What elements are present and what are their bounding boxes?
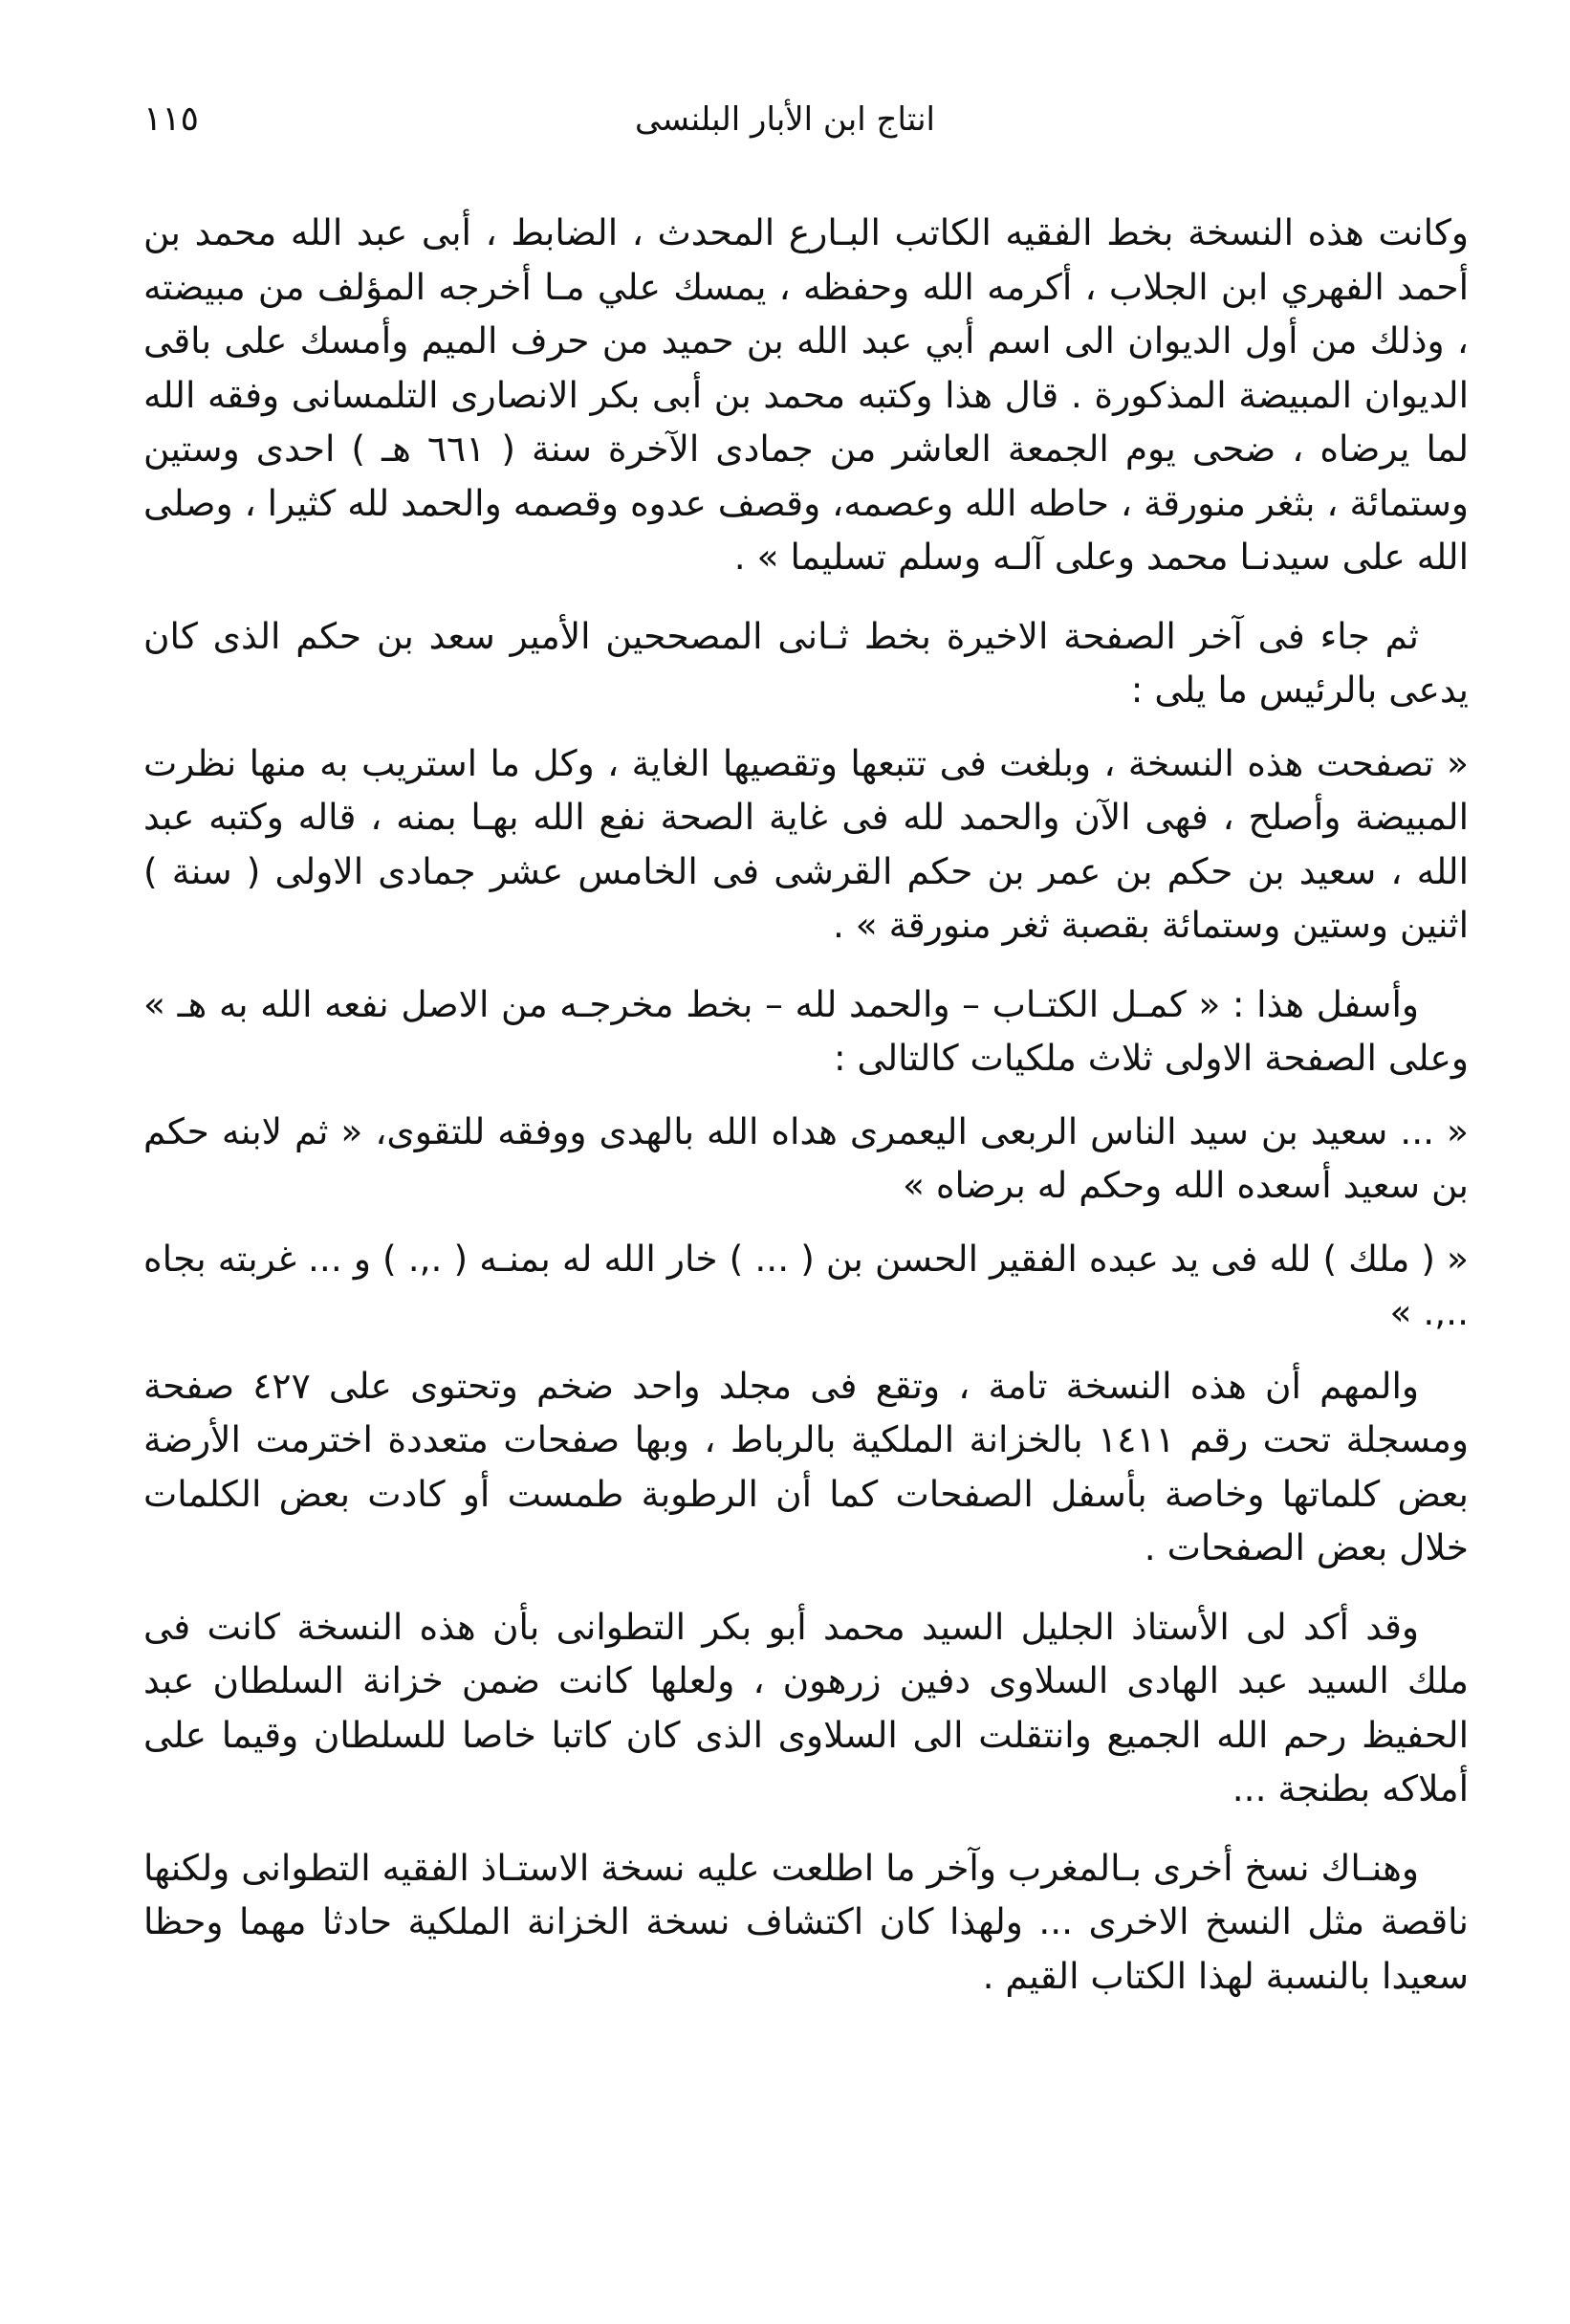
- paragraph-quoted-note: « تصفحت هذه النسخة ، وبلغت فى تتبعها وتقصيها الغاية ، وكل ما استريب به منها نظرت المبيضة وأصلح ، فهى الآن والحمد لله فى غاية الصحة نفع الله بهـا بمنه ، قاله وكتبه عبد الله ، سعيد بن حكم بن عمر بن حكم القرشى فى الخامس عشر جمادى الاولى ( سنة ) اثنين وستين وستمائة بقصبة ثغر منورقة » .: [143, 741, 1469, 946]
- paragraph-manuscript-provenance: وقد أكد لى الأستاذ الجليل السيد محمد أبو بكر التطوانى بأن هذه النسخة كانت فى ملك السيد عبد الهادى السلاوى دفين زرهون ، ولعلها كانت ضمن خزانة السلطان عبد الحفيظ رحم الله الجميع وانتقلت الى السلاوى الذى كان كاتبا خاصا للسلطان وقيما على أملاكه بطنجة ...: [143, 1605, 1469, 1809]
- paragraph-ownership-mark-1: « ... سعيد بن سيد الناس الربعى اليعمرى هداه الله بالهدى ووفقه للتقوى، « ثم لابنه حكم بن سعيد أسعده الله وحكم له برضاه »: [143, 1109, 1469, 1206]
- body-text: [143, 206, 1469, 2028]
- paragraph-ownership-intro: وأسفل هذا : « كمـل الكتـاب – والحمد لله – بخط مخرجـه من الاصل نفعه الله به هـ » وعلى الصفحة الاولى ثلاث ملكيات كالتالى :: [143, 982, 1469, 1079]
- page-number: ١١٥: [143, 99, 200, 139]
- paragraph-manuscript-description: والمهم أن هذه النسخة تامة ، وتقع فى مجلد واحد ضخم وتحتوى على ٤٢٧ صفحة ومسجلة تحت رقم ١٤١١ بالخزانة الملكية بالرباط ، وبها صفحات متعددة اخترمت الأرضة بعض كلماتها وخاصة بأسفل الصفحات كما أن الرطوبة طمست أو كادت بعض الكلمات خلال بعض الصفحات .: [143, 1364, 1469, 1568]
- paragraph-other-copies: وهنـاك نسخ أخرى بـالمغرب وآخر ما اطلعت عليه نسخة الاستـاذ الفقيه التطوانى ولكنها ناقصة مثل النسخ الاخرى ... ولهذا كان اكتشاف نسخة الخزانة الملكية حادثا مهما وحظا سعيدا بالنسبة لهذا الكتاب القيم .: [143, 1846, 1469, 1997]
- running-title: انتاج ابن الأبار البلنسى: [634, 100, 936, 139]
- paragraph-colophon-copyist: وكانت هذه النسخة بخط الفقيه الكاتب البـارع المحدث ، الضابط ، أبى عبد الله محمد بن أحمد الفهري ابن الجلاب ، أكرمه الله وحفظه ، يمسك علي مـا أخرجه المؤلف من مبيضته ، وذلك من أول الديوان الى اسم أبي عبد الله بن حميد من حرف الميم وأمسك على باقى الديوان المبيضة المذكورة . قال هذا وكتبه محمد بن أبى بكر الانصارى التلمسانى وفقه الله لما يرضاه ، ضحى يوم الجمعة العاشر من جمادى الآخرة سنة ( ٦٦١ هـ ) احدى وستين وستمائة ، بثغر منورقة ، حاطه الله وعصمه، وقصف عدوه وقصمه والحمد لله كثيرا ، وصلى الله على سيدنـا محمد وعلى آلـه وسلم تسليما » .: [143, 211, 1470, 578]
- paragraph-ownership-mark-2: « ( ملك ) لله فى يد عبده الفقير الحسن بن ( ... ) خار الله له بمنـه ( .,. ) و ... غربته بجاه ..,. »: [143, 1237, 1469, 1333]
- page-header: [143, 91, 1427, 148]
- paragraph-second-corrector: ثم جاء فى آخر الصفحة الاخيرة بخط ثـانى المصححين الأمير سعد بن حكم الذى كان يدعى بالرئيس ما يلى :: [143, 614, 1469, 711]
